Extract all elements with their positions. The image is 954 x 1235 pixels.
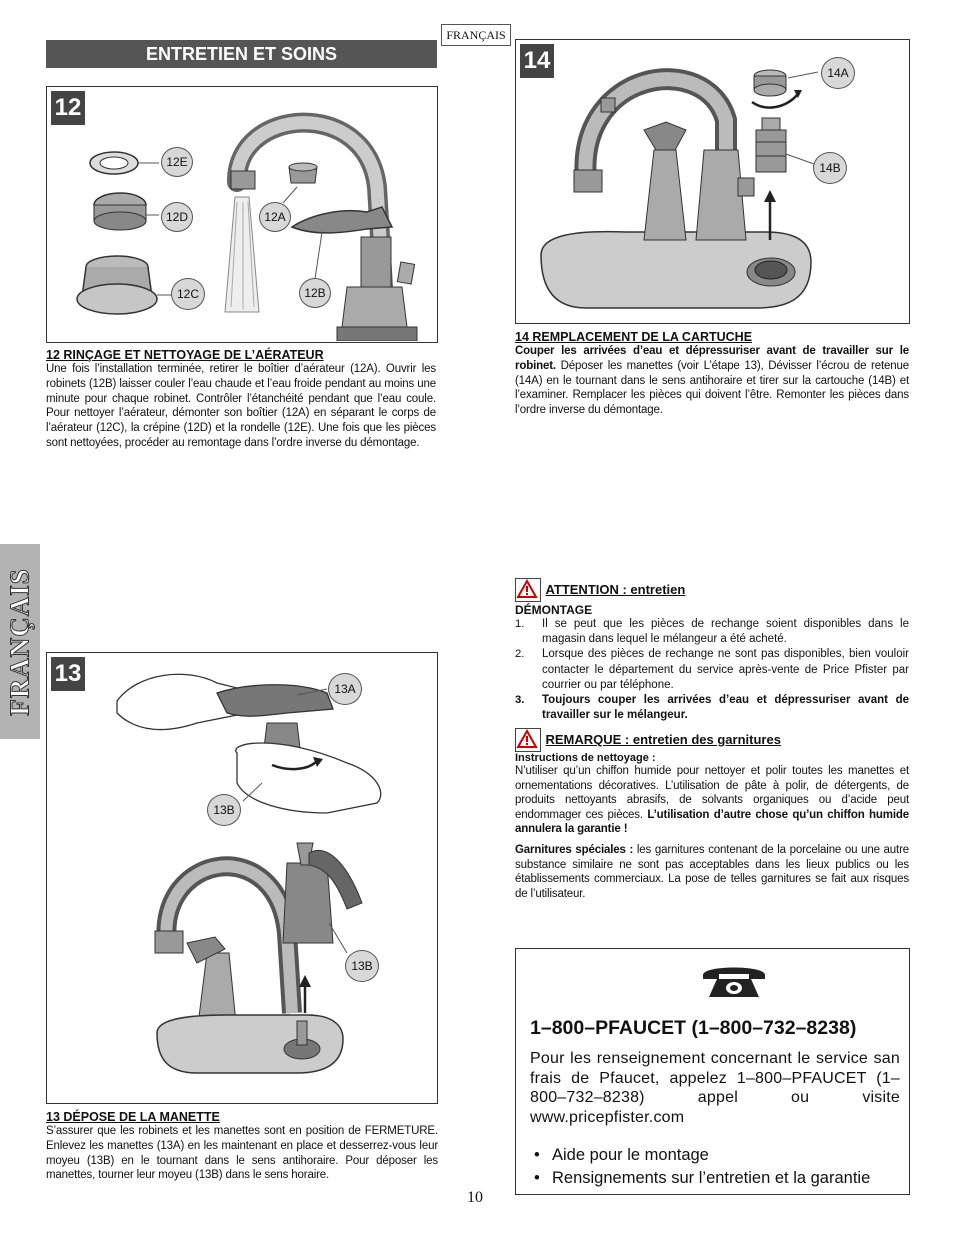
- page-number: 10: [467, 1189, 483, 1206]
- warning-icon: [515, 578, 541, 602]
- step13-number: 13: [51, 657, 85, 691]
- callout-12c: 12C: [171, 278, 205, 310]
- callout-12a: 12A: [259, 202, 291, 232]
- step14-body: Déposer les manettes (voir L’étape 13), Dévisser l’écrou de retenue (14A) en le tournant dans le sens antihoraire et tirer sur la cartouche (14B) et l’examiner. Remplacer les pièces qui doivent l’être. Remonter les pièces dans l’ordre inverse du démontage.: [515, 359, 909, 417]
- side-language-tab: [0, 544, 40, 739]
- side-tab-label: FRANÇAIS: [4, 567, 35, 716]
- special-label: Garnitures spéciales :: [515, 843, 634, 856]
- callout-13a: 13A: [328, 673, 362, 705]
- section-title: ENTRETIEN ET SOINS: [46, 40, 437, 68]
- step12-number: 12: [51, 91, 85, 125]
- step12-body: Une fois l’installation terminée, retirer le boîtier d’aérateur (12A). Ouvrir les robinets (12B) laisser couler l’eau chaude et l’eau froide pendant au moins une minute pour chaque robinet. Contrôler l’étanchéité pendant que l’eau coule. Pour nettoyer l’aérateur, démonter son boîtier (12A) en séparant le corps de l’aérateur (12C), la crépine (12D) et la rondelle (12E). Une fois que les pièces sont nettoyées, procéder au remontage dans l’ordre inverse du démontage.: [46, 363, 436, 449]
- callout-12b: 12B: [299, 278, 331, 308]
- step14-body-bold: Couper les arrivées d’eau et dépressuriser avant de travailler sur le robinet.: [515, 345, 909, 372]
- list-item: 2. Lorsque des pièces de rechange ne sont pas disponibles, bien vouloir contacter le département du service après-vente de Price Pfister par courrier ou par téléphone.: [515, 648, 909, 691]
- step13-figure: [46, 652, 438, 1104]
- step14-number: 14: [520, 44, 554, 78]
- list-item: • Rensignements sur l’entretien et la garantie: [534, 1169, 871, 1187]
- warning-icon: [515, 728, 541, 752]
- callout-14b: 14B: [813, 152, 847, 184]
- remarque-subtitle: Instructions de nettoyage :: [515, 752, 656, 764]
- list-item: 3. Toujours couper les arrivées d’eau et dépressuriser avant de travailler sur le mélangeur.: [515, 694, 909, 722]
- callout-14a: 14A: [821, 57, 855, 89]
- step12-heading: 12 RINÇAGE ET NETTOYAGE DE L’AÉRATEUR: [46, 348, 324, 362]
- handle-removal-illustration: [47, 653, 436, 1102]
- attention-title: ATTENTION : entretien: [545, 582, 686, 598]
- contact-box: [515, 948, 910, 1195]
- step14-heading: 14 REMPLACEMENT DE LA CARTUCHE: [515, 330, 753, 344]
- remarque-body-bold: L’utilisation d’autre chose qu’un chiffon humide annulera la garantie !: [515, 808, 909, 836]
- callout-13b: 13B: [207, 794, 241, 826]
- step13-body: S’assurer que les robinets et les manettes sont en position de FERMETURE. Enlevez les manettes (13A) en les maintenant en place et desserrez-vous leur moyeu (13B) en le tournant dans le sens antihoraire. Pour déposer les manettes, tourner leur moyeu (13B) dans le sens horaire.: [46, 1125, 438, 1182]
- list-item: 1. Il se peut que les pièces de rechange soient disponibles dans le magasin dans lequel le mélangeur a été acheté.: [515, 618, 909, 646]
- step12-figure: [46, 86, 438, 343]
- remarque-body: N’utiliser qu’un chiffon humide pour nettoyer et polir toutes les manettes et ornementations décoratives. L’utilisation de pâte à polir, de détergents, de produits nettoyants abrasifs, de solvants organiques ou d’acide peut endommager ces pièces.: [515, 765, 909, 821]
- attention-block: [515, 578, 909, 723]
- callout-12d: 12D: [161, 202, 193, 232]
- callout-13b-lower: 13B: [345, 950, 379, 982]
- remarque-block: [515, 728, 909, 901]
- telephone-icon: [701, 963, 767, 1006]
- phone-number: 1–800–PFAUCET (1–800–732–8238): [530, 1017, 857, 1039]
- aerator-illustration: [47, 87, 436, 341]
- callout-12e: 12E: [161, 147, 193, 177]
- list-item: • Aide pour le montage: [534, 1146, 709, 1164]
- language-tag: FRANÇAIS: [441, 24, 511, 46]
- remarque-title: REMARQUE : entretien des garnitures: [545, 732, 781, 748]
- special-body: les garnitures contenant de la porcelaine ou une autre substance similaire ne sont pas acceptables dans les lieux publics ou les établissements commerciaux. La pose de telles garnitures se fait aux risques de l’utilisateur.: [515, 843, 909, 900]
- contact-body: Pour les renseignement concernant le service san frais de Pfaucet, appelez 1–800–PFAUCET (1–800–732–8238) appel ou visite www.pricepfister.com: [530, 1050, 900, 1126]
- attention-subtitle: DÉMONTAGE: [515, 603, 593, 617]
- step14-figure: [515, 39, 910, 324]
- step13-heading: 13 DÉPOSE DE LA MANETTE: [46, 1110, 220, 1124]
